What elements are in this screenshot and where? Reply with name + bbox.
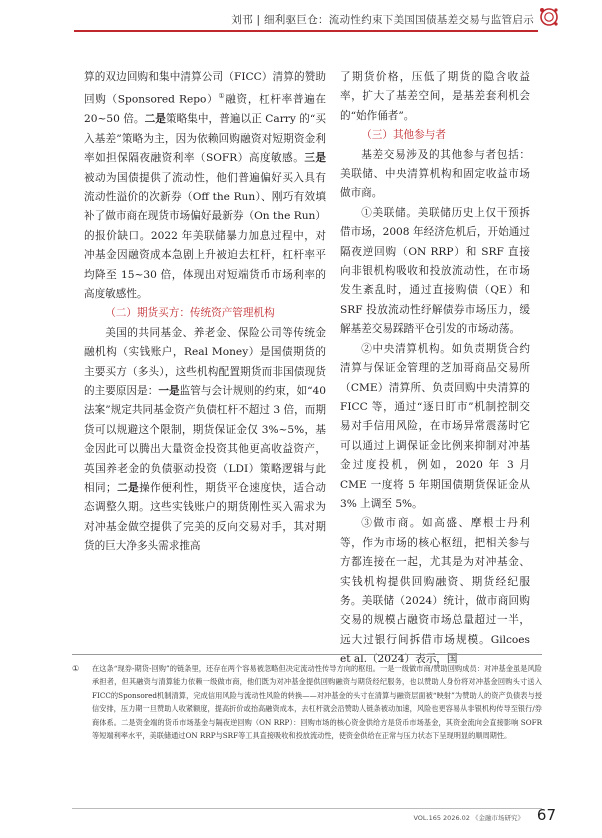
footnote xyxy=(72,662,542,742)
footer-divider xyxy=(72,808,542,809)
footnote-mark: ① xyxy=(72,664,80,673)
footnote-text: 在这条“现券-期货-回购”的链条里，还存在两个容易被忽略但决定流动性传导方向的枢纽。一是一级做市商/赞助回购成员：对冲基金虽是风险承担者，但其融资与清算能力依赖一级做市商，他们既为对冲基金提供回购融资与期货经纪服务，也以赞助人身份将对冲基金回购头寸送入FICC的Sponsored机制清算，完成信用风险与流动性风险的转换——对冲基金的头寸在清算与融资层面被“映射”为赞助人的资产负债表与授信安排，压力期一旦赞助人收紧额度，提高折价或抬高融资成本，去杠杆就会沿赞助人链条被动加速，风险也更容易从非银机构传导至银行/券商体系。二是资金端的货币市场基金与隔夜逆回购（ON RRP）：回购市场的核心资金供给方是货币市场基金，其资金流向会直接影响 SOFR 等短端利率水平，美联储通过ON RRP与SRF等工具直接吸收和投放流动性，使资金供给在正常与压力状态下呈现明显的顺周期性。 xyxy=(92,664,542,741)
paragraph: ①美联储。美联储历史上仅干预拆借市场，2008 年经济危机后，开始通过隔夜逆回购（ON RRP）和 SRF 直接向非银机构吸收和投放流动性，在市场发生紊乱时，通过直接购债（QE）和 SRF 投放流动性纾解债券市场压力，缓解基差交易踩踏平仓引发的市场动荡。 xyxy=(340,206,530,336)
paragraph: 算的双边回购和集中清算公司（FICC）清算的赞助回购（Sponsored Repo）①融资，杠杆率普遍在 20~50 倍。二是策略集中，普遍以正 Carry 的“买入基差”策略为主，因为依赖回购融资对短期资金利率如担保隔夜融资利率（SOFR）高度敏感。三是被动为国债提供了流动性，他们普遍偏好买入具有流动性溢价的次新券（Off the Run）、刚巧有效填补了做市商在现货市场偏好最新券（On the Run）的报价缺口。2022 年美联储暴力加息过程中，对冲基金因融资成本急剧上升被迫去杠杆，杠杆率平均降至 15~30 倍，体现出对短端货币市场利率的高度敏感性。 xyxy=(84,71,326,300)
paragraph: 美国的共同基金、养老金、保险公司等传统金融机构（实钱账户，Real Money）是国债期货的主要买方（多头），这些机构配置期货而非国债现货的主要原因是：一是监管与会计规则的约束，如“40 法案”规定共同基金资产负债杠杆不超过 3 倍，而期货可以规避这个限制，期货保证金仅 3%~5%，基金因此可以腾出大量资金投资其他更高收益资产，英国养老金的负债驱动投资（LDI）策略逻辑与此相同；二是操作便利性，期货平仓速度快，适合动态调整久期。这些实钱账户的期货刚性买入需求为对冲基金做空提供了完美的反向交易对手，其对期货的巨大净多头需求推高 xyxy=(84,326,327,553)
page-number: 67 xyxy=(536,806,556,824)
paragraph: 基差交易涉及的其他参与者包括：美联储、中央清算机构和固定收益市场做市商。 xyxy=(340,148,530,200)
page-header xyxy=(0,0,602,62)
header-rule xyxy=(74,30,538,32)
paragraph: 了期货价格，压低了期货的隐含收益率，扩大了基差空间，是基差套利机会的“始作俑者”。 xyxy=(340,71,530,122)
running-title: 刘邗 | 细利驱巨仓：流动性约束下美国国债基差交易与监管启示 xyxy=(231,14,534,26)
section-heading: （三）其他参与者 xyxy=(361,129,446,142)
paragraph: ②中央清算机构。如负责期货合约清算与保证金管理的芝加哥商品交易所（CME）清算所、负责回购中央清算的 FICC 等，通过“逐日盯市”机制控制交易对手信用风险，在市场异常震荡时它可以通过上调保证金比例来抑制对冲基金过度投机，例如，2020 年 3 月 CME 一度将 5 年期国债期货保证金从 3% 上调至 5%。 xyxy=(340,342,530,510)
section-heading: （二）期货买方：传统资产管理机构 xyxy=(105,307,275,320)
right-column xyxy=(340,68,530,670)
journal-issue-info: VOL.165 2026.02 《金融市场研究》 xyxy=(413,814,524,822)
footnote-divider xyxy=(72,654,542,655)
journal-logo-icon xyxy=(538,6,560,28)
paragraph: ③做市商。如高盛、摩根士丹利等，作为市场的核心枢纽，把相关参与方都连接在一起，尤其是为对冲基金、实钱机构提供回购融资、期货经纪服务。美联储（2024）统计，做市商回购交易的规模占融资市场总量超过一半，远大过银行间拆借市场规模。Gilcoes et al.（2024）表示，国 xyxy=(340,517,530,666)
left-column xyxy=(84,68,326,557)
